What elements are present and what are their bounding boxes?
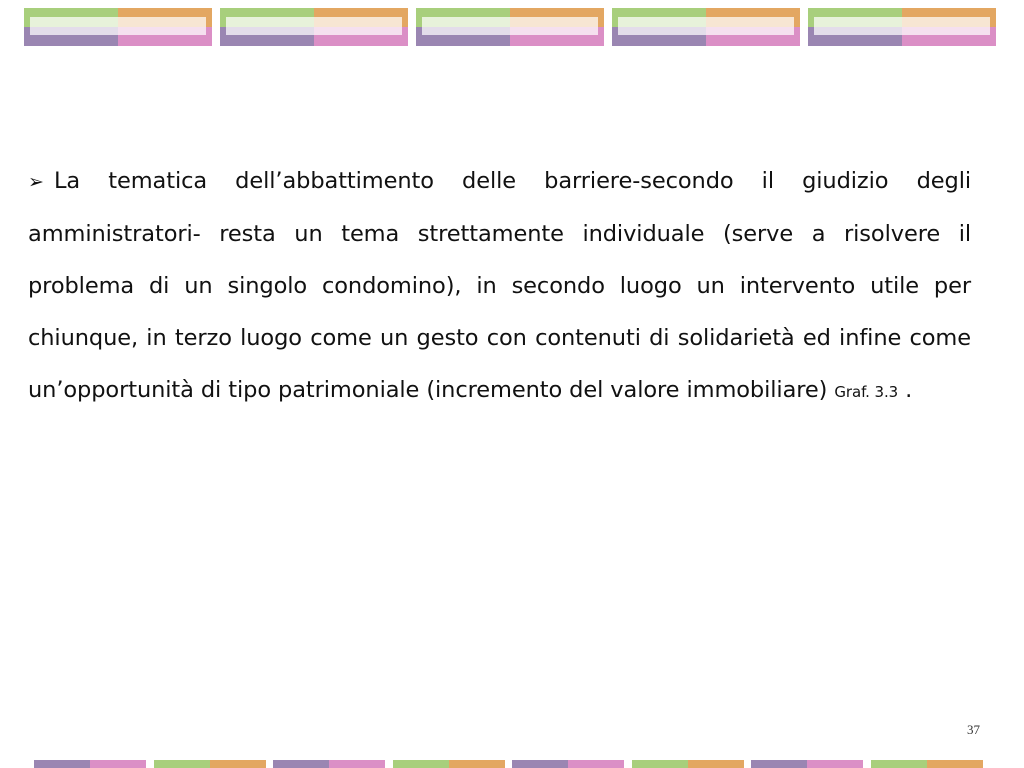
- decorative-block: [393, 760, 505, 768]
- decorative-tile: [393, 760, 449, 768]
- decorative-block: [220, 8, 408, 46]
- decorative-tile: [90, 760, 146, 768]
- decorative-block: [751, 760, 863, 768]
- decorative-block: [154, 760, 266, 768]
- decorative-highlight: [618, 17, 794, 35]
- bottom-decorative-band: [34, 760, 984, 768]
- decorative-highlight: [226, 17, 402, 35]
- decorative-tile: [154, 760, 210, 768]
- decorative-tile: [210, 760, 266, 768]
- decorative-block: [808, 8, 996, 46]
- decorative-tile: [449, 760, 505, 768]
- decorative-block: [871, 760, 983, 768]
- decorative-highlight: [422, 17, 598, 35]
- decorative-block: [416, 8, 604, 46]
- decorative-tile: [273, 760, 329, 768]
- paragraph-text: La tematica dell’abbattimento delle barriere-secondo il giudizio degli amministratori- resta un tema strettamente individuale (serve a risolvere il problema di un singolo condomino), in secondo luogo un intervento utile per chiunque, in terzo luogo come un gesto con contenuti di solidarietà ed infine come un’opportunità di tipo patrimoniale (incremento del valore immobiliare): [28, 168, 971, 403]
- decorative-block: [34, 760, 146, 768]
- decorative-block: [512, 760, 624, 768]
- decorative-tile: [871, 760, 927, 768]
- decorative-block: [612, 8, 800, 46]
- decorative-tile: [688, 760, 744, 768]
- arrow-bullet-icon: ➢: [28, 171, 44, 193]
- decorative-tile: [34, 760, 90, 768]
- decorative-tile: [927, 760, 983, 768]
- decorative-highlight: [814, 17, 990, 35]
- decorative-tile: [807, 760, 863, 768]
- slide-body-text: [28, 155, 971, 418]
- decorative-block: [632, 760, 744, 768]
- end-punctuation: .: [898, 377, 913, 403]
- decorative-tile: [632, 760, 688, 768]
- decorative-block: [273, 760, 385, 768]
- decorative-tile: [751, 760, 807, 768]
- decorative-block: [24, 8, 212, 46]
- decorative-tile: [568, 760, 624, 768]
- top-decorative-band: [24, 8, 1000, 46]
- decorative-highlight: [30, 17, 206, 35]
- page-number: 37: [967, 722, 980, 737]
- decorative-tile: [512, 760, 568, 768]
- decorative-tile: [329, 760, 385, 768]
- source-reference: Graf. 3.3: [834, 383, 899, 401]
